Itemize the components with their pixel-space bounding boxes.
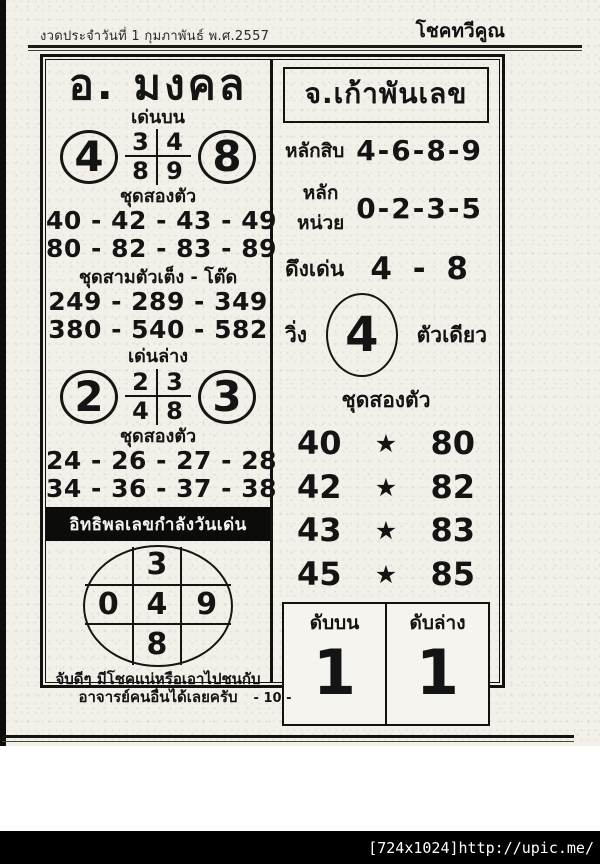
single-digit-label: ตัวเดียว: [416, 322, 487, 347]
page-number: - 10 -: [253, 691, 292, 706]
wheel-cell: 9: [182, 586, 231, 625]
three-digit-set-label: ชุดสามตัวเต็ง - โต๊ด: [78, 267, 238, 289]
units-digit-value: 0-2-3-5: [356, 191, 483, 225]
scan-edge-strip: [0, 0, 6, 746]
wheel-cell: 0: [85, 586, 134, 625]
wheel-cell: [85, 625, 134, 664]
number-row: 249 - 289 - 349: [48, 287, 268, 317]
grid-cell: 3: [158, 369, 191, 397]
split-grid: [125, 129, 191, 185]
kill-top-cell: [284, 604, 387, 724]
pair-row: [273, 424, 499, 462]
kill-top-value: 1: [312, 636, 357, 710]
kill-bottom-cell: [387, 604, 488, 724]
kill-number-table: [282, 602, 490, 726]
watermark-band: [0, 831, 600, 864]
bottom-rule: [2, 735, 574, 742]
two-digit-set-label: ชุดสองตัว: [119, 186, 197, 208]
grid-cell: 9: [166, 157, 183, 186]
units-digit-label: หลักหน่วย: [296, 182, 345, 234]
bottom-hot-label: เด่นล่าง: [127, 346, 189, 368]
pair-left-number: 43: [297, 511, 342, 550]
two-digit-set-label: ชุดสองตัว: [119, 425, 197, 447]
kill-bottom-value: 1: [415, 636, 460, 710]
run-circled-number: 4: [326, 293, 398, 377]
circled-number-right: 8: [198, 130, 256, 184]
issue-date: งวดประจำวันที่ 1 กุมภาพันธ์ พ.ศ.2557: [40, 29, 270, 44]
number-row: 24 - 26 - 27 - 28: [46, 445, 278, 475]
units-digit-row: [273, 178, 499, 238]
grid-cell: 4: [125, 397, 158, 425]
pull-hot-label: ดึงเด่น: [285, 256, 345, 281]
wheel-cell: 3: [134, 547, 183, 586]
pair-left-number: 40: [297, 424, 342, 462]
two-digit-set-label: ชุดสองตัว: [341, 388, 431, 412]
wheel-cell: [182, 625, 231, 664]
number-row: 34 - 36 - 37 - 38: [46, 473, 278, 503]
pair-row: [273, 511, 499, 550]
grid-cell: 3: [125, 129, 158, 157]
pair-left-number: 42: [297, 467, 342, 506]
note-line: อาจารย์คนอื่นได้เลยครับ: [78, 688, 238, 707]
run-label: วิ่ง: [285, 322, 308, 347]
number-row: 40 - 42 - 43 - 49: [46, 206, 278, 236]
star-icon: ★: [374, 560, 398, 590]
kill-top-header: ดับบน: [309, 612, 360, 635]
grid-cell: 4: [158, 129, 191, 157]
power-number-banner: อิทธิพลเลขกำลังวันเด่น: [46, 507, 270, 541]
page-header: [40, 16, 505, 46]
teacher-name-title: อ. มงคล: [68, 60, 248, 109]
circled-number-left: 4: [60, 130, 118, 184]
grid-cell: 8: [125, 157, 158, 185]
pair-right-number: 83: [430, 511, 475, 550]
split-grid: [125, 369, 191, 425]
wheel-cell: [85, 547, 134, 586]
nine-thousand-title: จ.เก้าพันเลข: [283, 67, 489, 123]
top-hot-number-row: [46, 129, 270, 185]
watermark-text: [724x1024]http://upic.me/: [368, 838, 594, 857]
pull-hot-row: [273, 251, 499, 287]
bottom-hot-number-row: [46, 369, 270, 425]
number-wheel: [83, 545, 233, 667]
note-line: จับดีๆ มีโชคแน่หรือเอาไปชนกับ: [55, 669, 261, 688]
number-row: 380 - 540 - 582: [48, 315, 268, 345]
star-icon: ★: [374, 516, 398, 546]
pair-row: [273, 467, 499, 506]
tens-digit-label: หลักสิบ: [285, 139, 345, 162]
pair-right-number: 80: [430, 424, 475, 462]
header-rule: [28, 45, 582, 51]
grid-cell: 2: [125, 369, 158, 397]
wheel-cell: [182, 547, 231, 586]
run-number-row: [273, 293, 499, 377]
grid-cell: 8: [166, 396, 183, 425]
pair-right-number: 82: [430, 467, 475, 506]
circled-number-left: 2: [60, 370, 118, 424]
tens-digit-value: 4-6-8-9: [356, 134, 483, 167]
top-hot-label: เด่นบน: [131, 107, 185, 128]
pull-hot-value: 4 - 8: [370, 251, 473, 287]
wheel-cell: 4: [134, 586, 183, 625]
number-row: 80 - 82 - 83 - 89: [46, 234, 278, 264]
pair-left-number: 45: [297, 554, 342, 593]
star-icon: ★: [374, 429, 398, 459]
star-icon: ★: [374, 472, 398, 502]
brand-title: โชคทวีคูณ: [415, 20, 505, 42]
pair-right-number: 85: [430, 554, 475, 593]
pair-row: [273, 554, 499, 593]
tens-digit-row: [273, 134, 499, 167]
wheel-cell: 8: [134, 625, 183, 664]
kill-bottom-header: ดับล่าง: [409, 612, 466, 635]
circled-number-right: 3: [198, 370, 256, 424]
